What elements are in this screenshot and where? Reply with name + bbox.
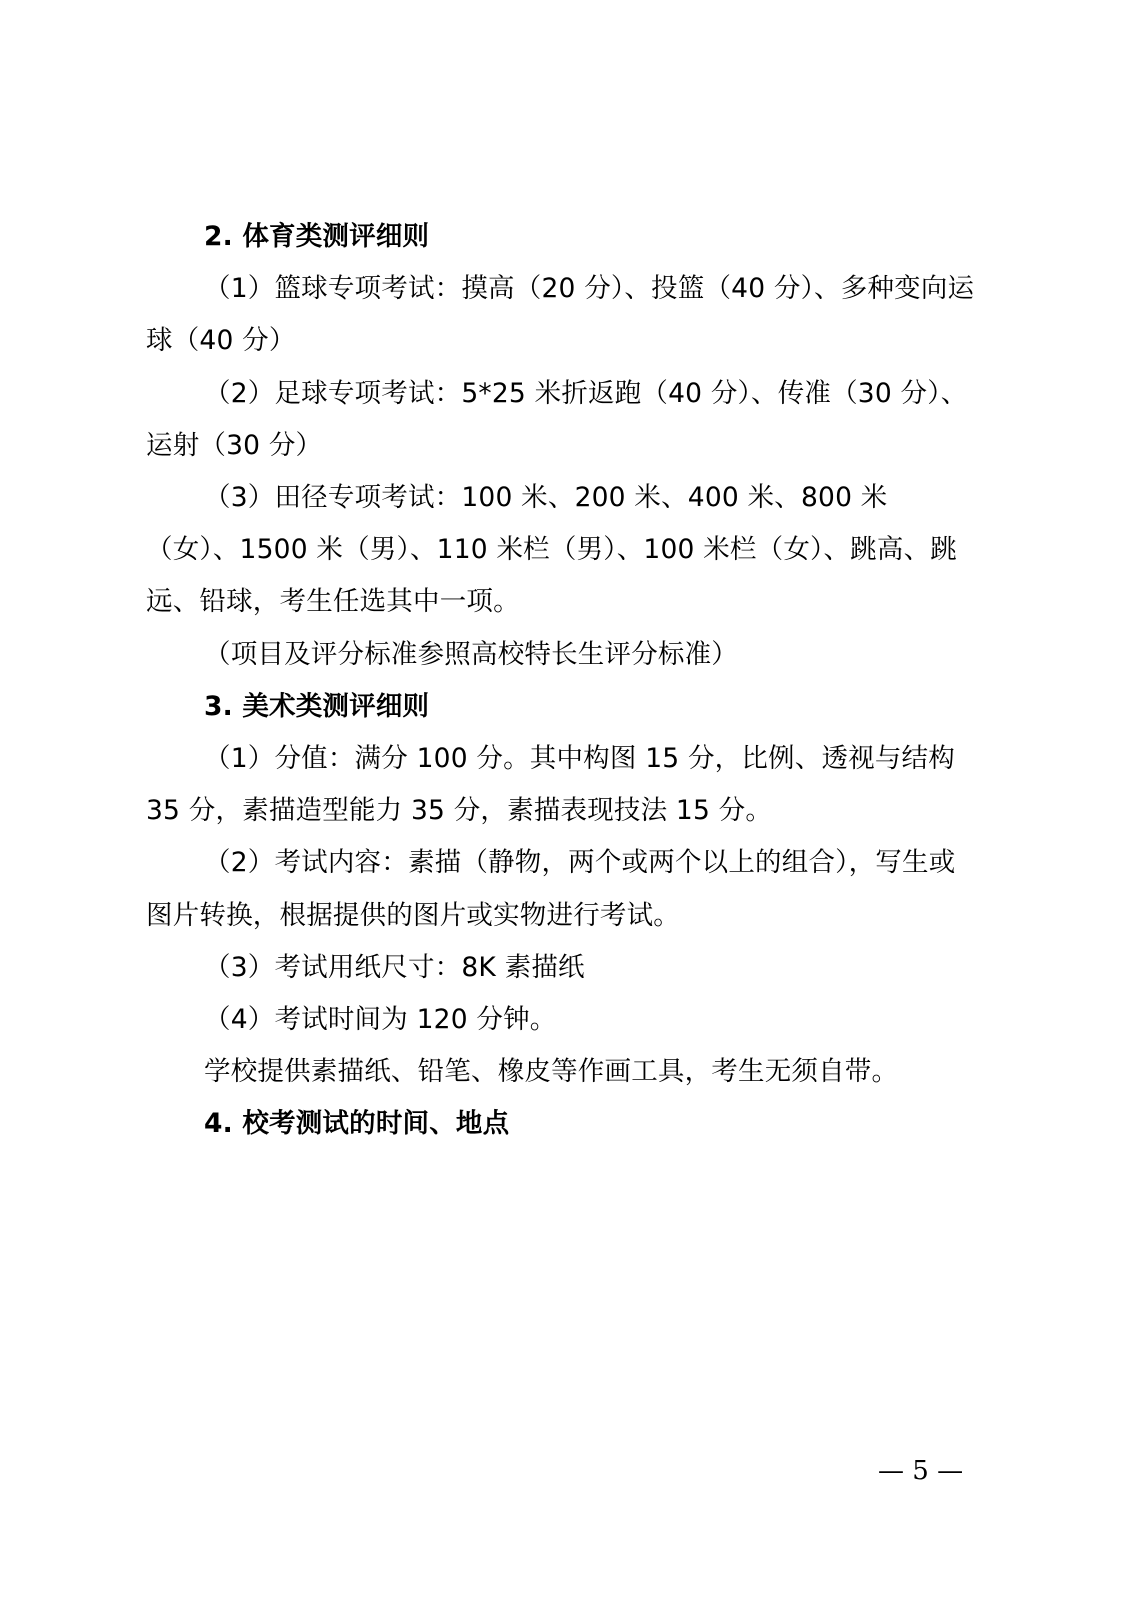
paragraph-art-content: （2）考试内容：素描（静物，两个或两个以上的组合），写生或图片转换，根据提供的图片或实物进行考试。: [146, 847, 956, 931]
section-heading-art: 3. 美术类测评细则: [204, 690, 430, 722]
paragraph-basketball: （1）篮球专项考试：摸高（20 分）、投篮（40 分）、多种变向运球（40 分）: [146, 273, 975, 357]
paragraph-football: （2）足球专项考试：5*25 米折返跑（40 分）、传准（30 分）、运射（30 分）: [146, 377, 968, 461]
section-heading-sports: 2. 体育类测评细则: [204, 221, 430, 252]
paragraph-tools: 学校提供素描纸、铅笔、橡皮等作画工具，考生无须自带。: [204, 1056, 899, 1088]
section-heading-time-location: 4. 校考测试的时间、地点: [204, 1108, 510, 1140]
paragraph-track-field: （3）田径专项考试：100 米、200 米、400 米、800 米（女）、1500 米（男）、110 米栏（男）、100 米栏（女）、跳高、跳远、铅球，考生任选其中一项。: [146, 482, 957, 618]
paragraph-exam-time: （4）考试时间为 120 分钟。: [204, 1004, 557, 1036]
page-number: — 5 —: [878, 1456, 964, 1486]
paragraph-paper-size: （3）考试用纸尺寸：8K 素描纸: [204, 951, 585, 983]
paragraph-scoring-note: （项目及评分标准参照高校特长生评分标准）: [204, 638, 738, 670]
paragraph-art-scoring: （1）分值：满分 100 分。其中构图 15 分，比例、透视与结构 35 分，素描造型能力 35 分，素描表现技法 15 分。: [146, 743, 955, 827]
document-body: [146, 211, 976, 1151]
